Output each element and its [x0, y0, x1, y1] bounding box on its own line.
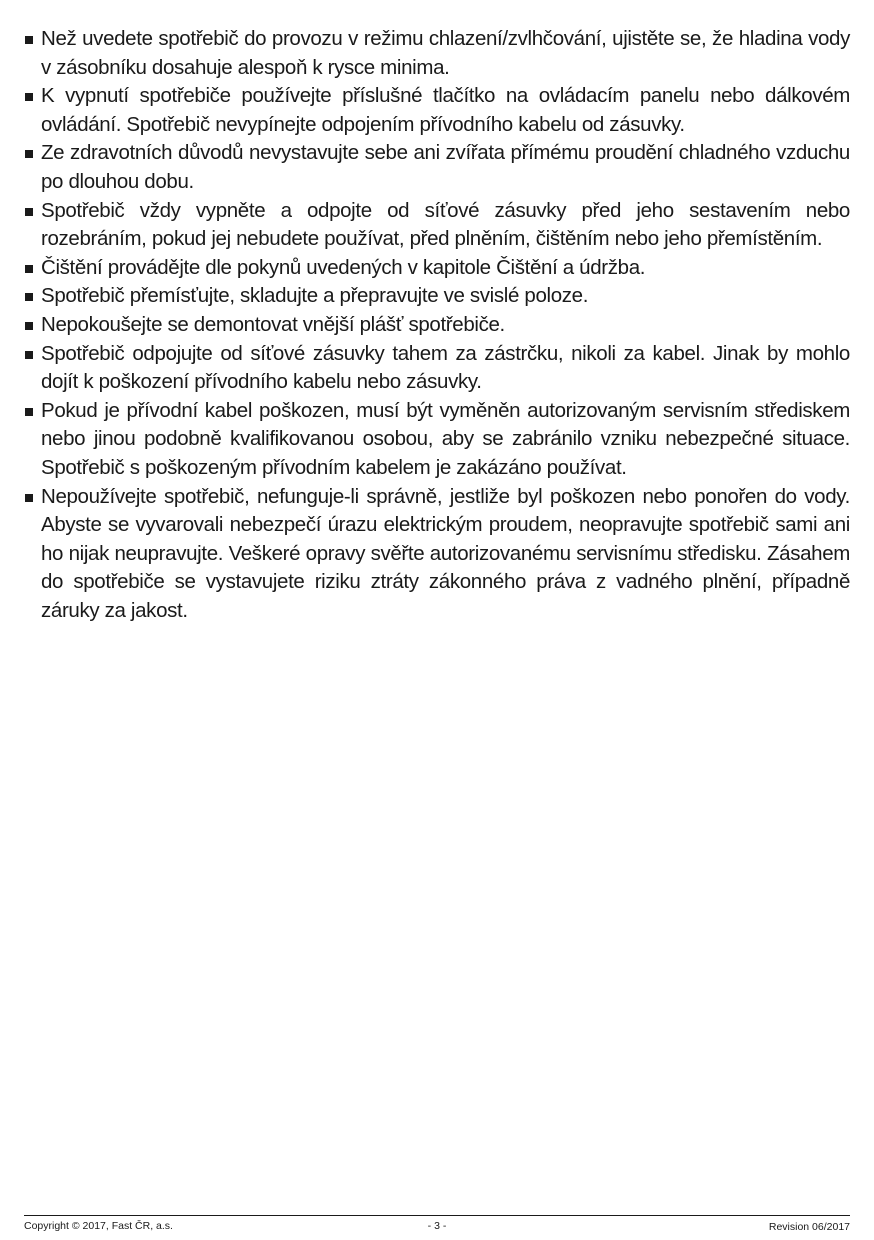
list-item: [24, 340, 850, 397]
list-item-text: Než uvedete spotřebič do provozu v režimu chlazení/zvlhčování, ujistěte se, že hladina vody v zásobníku dosahuje alespoň k rysce minima.: [41, 27, 850, 79]
list-item: [24, 25, 850, 82]
footer-copyright: Copyright © 2017, Fast ČR, a.s.: [24, 1220, 173, 1232]
list-item-text: Nepokoušejte se demontovat vnější plášť spotřebiče.: [41, 312, 505, 336]
safety-instructions-list: [24, 25, 850, 625]
list-item-text: Spotřebič odpojujte od síťové zásuvky tahem za zástrčku, nikoli za kabel. Jinak by mohlo dojít k poškození přívodního kabelu nebo zásuvky.: [41, 341, 850, 394]
footer-revision: Revision 06/2017: [768, 1221, 850, 1233]
square-bullet-icon: [25, 208, 33, 216]
list-item: [24, 139, 850, 196]
square-bullet-icon: [25, 322, 33, 330]
list-item: [24, 311, 850, 340]
square-bullet-icon: [25, 265, 33, 273]
page-footer: [24, 1219, 850, 1235]
square-bullet-icon: [25, 36, 33, 44]
list-item: [24, 397, 850, 483]
list-item: [24, 82, 850, 139]
square-bullet-icon: [25, 351, 33, 359]
list-item-text: Pokud je přívodní kabel poškozen, musí být vyměněn autorizovaným servisním střediskem nebo jinou podobně kvalifikovanou osobou, aby se zabránilo vzniku nebezpečné situace. Spotřebič s poškozeným přívodním kabelem je zakázáno používat.: [41, 398, 850, 479]
list-item-text: Čištění provádějte dle pokynů uvedených v kapitole Čištění a údržba.: [41, 255, 646, 279]
list-item: [24, 254, 850, 283]
square-bullet-icon: [25, 150, 33, 158]
list-item: [24, 483, 850, 626]
list-item-text: K vypnutí spotřebiče používejte příslušné tlačítko na ovládacím panelu nebo dálkovém ovládání. Spotřebič nevypínejte odpojením přívodního kabelu od zásuvky.: [41, 84, 850, 136]
footer-divider: [24, 1215, 850, 1216]
square-bullet-icon: [25, 293, 33, 301]
square-bullet-icon: [25, 494, 33, 502]
square-bullet-icon: [25, 93, 33, 101]
list-item: [24, 197, 850, 254]
footer-page-number: - 3 -: [427, 1220, 447, 1232]
square-bullet-icon: [25, 408, 33, 416]
list-item-text: Spotřebič vždy vypněte a odpojte od síťové zásuvky před jeho sestavením nebo rozebráním, pokud jej nebudete používat, před plněním, čištěním nebo jeho přemístěním.: [41, 198, 850, 251]
list-item: [24, 282, 850, 311]
list-item-text: Nepoužívejte spotřebič, nefunguje-li správně, jestliže byl poškozen nebo ponořen do vody. Abyste se vyvarovali nebezpečí úrazu elektrickým proudem, neopravujte spotřebič sami ani ho nijak neupravujte. Veškeré opravy svěřte autorizovanému servisnímu středisku. Zásahem do spotřebiče se vystavujete riziku ztráty zákonného práva z vadného plnění, případně záruky za jakost.: [41, 484, 850, 622]
list-item-text: Ze zdravotních důvodů nevystavujte sebe ani zvířata přímému proudění chladného vzduchu po dlouhou dobu.: [41, 141, 850, 193]
list-item-text: Spotřebič přemísťujte, skladujte a přepravujte ve svislé poloze.: [41, 284, 589, 308]
